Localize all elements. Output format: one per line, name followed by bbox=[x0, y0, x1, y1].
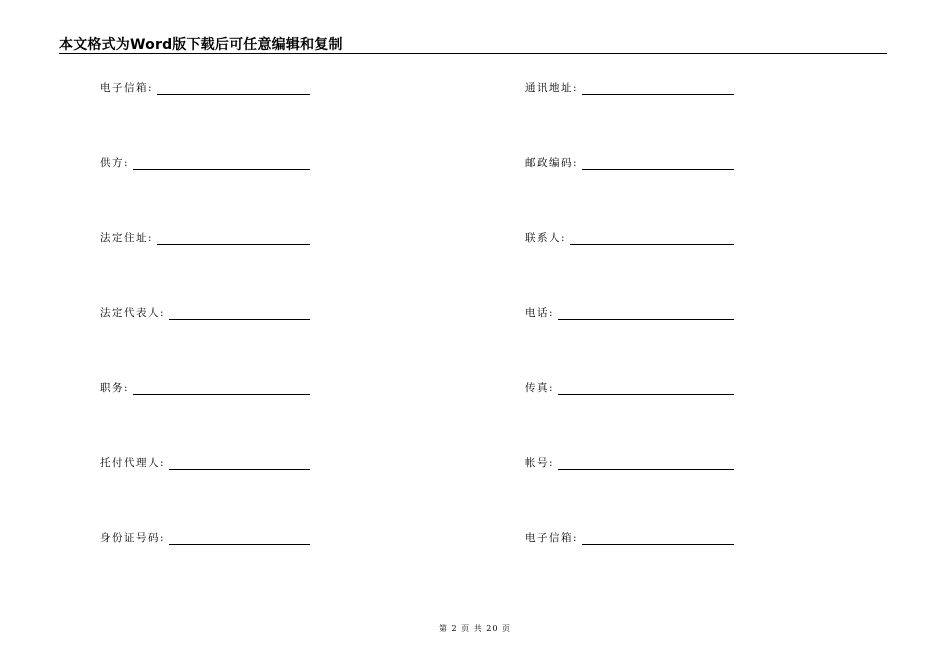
fill-in-line[interactable] bbox=[157, 232, 310, 245]
fill-in-line[interactable] bbox=[582, 82, 734, 95]
fill-in-line[interactable] bbox=[133, 382, 310, 395]
field-label: 邮政编码: bbox=[525, 157, 579, 169]
page-header-title: 本文格式为Word版下载后可任意编辑和复制 bbox=[59, 37, 343, 53]
field-label: 身份证号码: bbox=[100, 532, 166, 544]
field-label: 法定代表人: bbox=[100, 307, 166, 319]
field-right-postal-code bbox=[525, 154, 734, 170]
field-label: 通讯地址: bbox=[525, 82, 579, 94]
field-right-account bbox=[525, 454, 734, 470]
header-divider bbox=[59, 53, 887, 54]
field-label: 托付代理人: bbox=[100, 457, 166, 469]
field-label: 联系人: bbox=[525, 232, 567, 244]
field-label: 职务: bbox=[100, 382, 130, 394]
field-left-position bbox=[100, 379, 310, 395]
fill-in-line[interactable] bbox=[582, 532, 734, 545]
field-left-id-number bbox=[100, 529, 310, 545]
fill-in-line[interactable] bbox=[169, 532, 310, 545]
field-label: 传真: bbox=[525, 382, 555, 394]
field-label: 电子信箱: bbox=[525, 532, 579, 544]
field-label: 电子信箱: bbox=[100, 82, 154, 94]
field-label: 法定住址: bbox=[100, 232, 154, 244]
field-left-legal-address bbox=[100, 229, 310, 245]
fill-in-line[interactable] bbox=[582, 157, 734, 170]
page-number-footer: 第 2 页 共 20 页 bbox=[439, 624, 511, 633]
field-right-phone bbox=[525, 304, 734, 320]
field-right-fax bbox=[525, 379, 734, 395]
field-left-agent bbox=[100, 454, 310, 470]
field-left-email bbox=[100, 79, 310, 95]
field-left-supplier bbox=[100, 154, 310, 170]
fill-in-line[interactable] bbox=[570, 232, 734, 245]
fill-in-line[interactable] bbox=[169, 307, 310, 320]
field-right-email bbox=[525, 529, 734, 545]
fill-in-line[interactable] bbox=[133, 157, 310, 170]
fill-in-line[interactable] bbox=[558, 382, 734, 395]
field-label: 帐号: bbox=[525, 457, 555, 469]
field-right-contact-person bbox=[525, 229, 734, 245]
field-label: 供方: bbox=[100, 157, 130, 169]
fill-in-line[interactable] bbox=[558, 307, 734, 320]
field-left-legal-representative bbox=[100, 304, 310, 320]
field-right-mailing-address bbox=[525, 79, 734, 95]
fill-in-line[interactable] bbox=[157, 82, 310, 95]
fill-in-line[interactable] bbox=[169, 457, 310, 470]
fill-in-line[interactable] bbox=[558, 457, 734, 470]
field-label: 电话: bbox=[525, 307, 555, 319]
